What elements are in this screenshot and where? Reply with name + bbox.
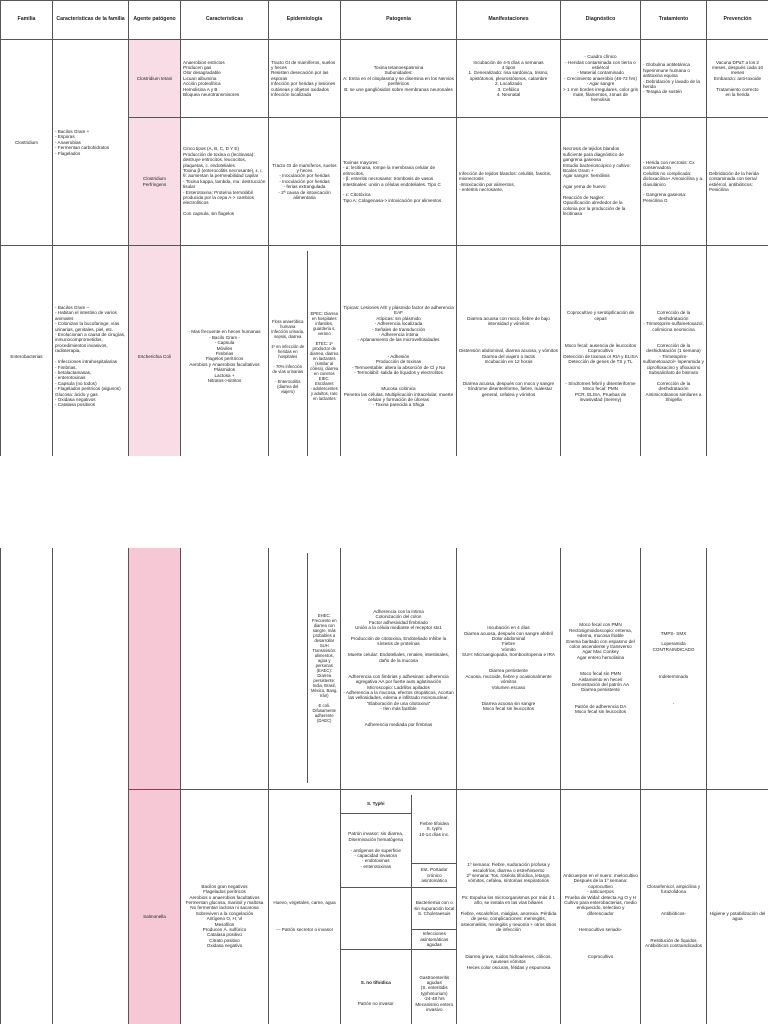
manif-cell: Incubación de 4-5 días a semanas 4 tipos 1. Generalizado: risa sardónica, trismo, opistótonos, pleurostótonos, calambre 2. Localizado 3. Cefálico 4. Neonatal (457, 40, 561, 118)
patog-cell: Típicas: Lesiones A/E y plásmido factor de adherencia EAF Atípicas: sin plásmido - Adherencia localizada - Señales de transducción - Adherencia íntima - Aplanamiento de las microvellosidades - Adhesión Producción de toxinas - Termoestable: altera la absorción de Cl y Na - Termolábil: salida de líquidos y electrolitos Mucosa colónica Penetra las células, Multiplicación intracelular, muerte celular y formación de úlceras - Toxina parecida a Shiga (341, 246, 457, 457)
trat-cell: - Globulina antitetánica hiperinmune humana o antitoxina equina - Debridación y lavado de la herida - Terapia de sostén (641, 40, 707, 118)
trat-cell: - Herida con necrosis: Cx conservadora Celulitis no complicada: dicloxacilina+ Amoxicilina y a. clavulánico - Gangrena gaseosa: Penicilina G (641, 118, 707, 246)
prev-cell: Vacuna DPaT a los 2 meses, después cada 10 meses Embarazo: anti-toxoide Tratamiento correcto en la herida (707, 40, 768, 118)
header-prevencion: Prevención (707, 1, 768, 40)
epid-cell: Tracto GI de mamíferos, suelos y heces Resisten desecación por las esporas Infección por heridas y lesiones cutáneas y objetos oxidados Infección localizada (269, 40, 341, 118)
no-tifoidea-title: S. no tifoidica (360, 980, 391, 986)
header-epidemiologia: Epidemiología (269, 1, 341, 40)
epid-cell (269, 548, 341, 789)
header-agente: Agente patógeno (129, 1, 181, 40)
portador-cell: Est. Portador crónico asintomático (411, 863, 457, 887)
caract-cell (181, 548, 269, 789)
epid-blank (269, 553, 307, 783)
trat-cell: Cloranfenicol, ampicilina y furazolidona Antibióticos- Restitución de líquidos Antibióticos contraindicados (641, 789, 707, 1024)
diag-cell: Coprocultivo y serotipificación de cepas Moco fecal: ausencia de leucocitos Coprocultivo Detección de toxinas or RIA y ELISA Detección de genes de TS y TL - Síndromes febril y disenteriforme Moco fecal: PMN PCR, ELISA, Pruebas de invasividad (Sereny) (561, 246, 641, 457)
trat-cell: Corrección de la deshidratación - Trimetoprim-sulfametoxazol, colimicina neomicina Corrección de la deshidratación (1 semana) - Trimetoprim-sulfametoxazol+ loperamida y ciprofloxacino y ofloxacino Subsalicilato de bismuto Corrección de la deshidratación Antimicrobianos similares a Shigella (641, 246, 707, 457)
diag-cell: Moco fecal con PMN Rectosigmoidoscopio: eritema, edema, mucosa friable Enema baritado con espasmo del colon ascendente y transverso Agar Mac Conkey Agar entero hemolisina Moco fecal sin PMN Aislamiento en heces Demostración del patrón AA Diarrea persistente Patrón de adherencia DA Moco fecal sin leucocitos (561, 548, 641, 789)
gastro-cell: Gastroenteritis agudas (S. enteritidis typhimurium) -24-48 hrs Mecanismo entero invasivo (411, 949, 457, 1024)
diag-cell: Anticuerpos en el suero: mielocultivo Después de la 1º semana: coprocultivo - anticuerpos Prueba de Widal: detecta Ag O y H Cultivo para enterobacterias, medio enriquecido, selectivo y diferenciador Hemocultivo seriado- Coprocultivo (561, 789, 641, 1024)
epid-general: Flora anaeróbica humana Infección urinaria, sepsis, diarrea 1º en infección de heridas en hospitales - 70% infección de vías urinarias - Enterocolitis (diarrea del viajero) (269, 251, 307, 456)
header-tratamiento: Tratamiento (641, 1, 707, 40)
epid-types: EHEC: Frecuente en diarrea con sangre, más probables a desarrollar SUH Transmisión: alimentos, agua y personas (EAEC): Diarrea persistente: India, Brasil, México, Bang, Irán) E coli. Difusamente adherente (DAEC) (310, 613, 338, 724)
manif-cell: 1º semana: Fiebre, sudoración profusa y escalofríos, diarrea o estreñimiento 2º semana: Tos, roséola tifoídica, letargo, vómitos, cefalea, síntomas respiratorios Px: Expulsa los microorganismos por más d 1 año, se instala en las vías biliares Fiebre, escalofríos, mialgias, anorexia. Pérdida de peso, complicaciones: meningitis, osteomielitis, miningitis y neuonía + otros sitios de infección Diarrea grave, ruidos hidroaéreos, cólicos, nauseas vómitos Heces color oscuras, fétidas y espumosa (457, 789, 561, 1024)
diag-cell: Necrosis de tejidos blandos suficiente para diagnóstico de gangrena gaseosa Estudio bacterioscopico y cultivo: Bcalos Gram + Agar sangre: hemólisis Agar yema de huevo: Reacción de Nagler: Opacificación alrededor de la colonia por la producción de la lecitinasa (561, 118, 641, 246)
caract-familia-cell: - Bacilos Gram – - Habitan el intestino de varios animales - Colonizan la bucofaringe, vías urinarias, genitales, piel, etc. - Evolucionan a causa de cirugías, inmunocomprometidos, procedimientos invasivos, radioterapia, - Infecciones intrahospitalarias - Fimbrias, - betalactamasas, - enterotoxinas - Capsula (no todos) - Flagelados peritricos (algunos) Glucosa: ácido y gas - Oxidasa negativos - Catalasa positivos (53, 246, 129, 457)
epid-cell: Tracto GI de mamíferos, suelos y heces - Inoculación por heridas - Inoculación por heridas - ferias extrangulada - 2ª causa de intoxicación alimentaria (269, 118, 341, 246)
prev-cell (707, 246, 768, 457)
prev-cell: Higiene y potabilización del agua (707, 789, 768, 1024)
table-page-2 (0, 548, 768, 1024)
header-caracteristicas: Características (181, 1, 269, 40)
caract-cell: Cinco tipos (A, B, C, D Y E) Producción de toxina α (lecitinasa): destruye eritrocitos, leucocitos, plaquetas, c. endoteliales. Toxina β (enterocolitis necrosante), ε, ι, θ: aumentan la permeabilidad capilar - Toxina kappa, lambda, mu: destrucción tisular - Enterotoxina: Proteína termolábil producida por la cepa A-> cambios electrolíticos Con capsula, sin flagelos (181, 118, 269, 246)
caract-cell: Anaerobios estrictos Producen gas Olor desagradable Licuan albumina Acción proteolítica Hemolisina A y B Bloquea neurotransmisores (181, 40, 269, 118)
patog-cell: Adherencia con la íntima Colonización del colon Factor adhesividad fimbriado Unión a la célula mediante el receptor stx1 Producción de citotoxina, Endoteliado Inhibe la síntesis de proteínas Muerte celular: Endoteliales, renales, intestinales, daño de la mucosa Adherencia con fimbrias y adhesinas: adherencia agregativa AA por fuerte auto aglutinación Microscopio: Ladrillos apilados - Adherencia a la mucosa, efectos citopáticos, Acortan las vellosidades, edema e infiltrado mononuclear, "Elaboración de una citotoxina" - Ilen más factible Adherencia mediada por fimbrias (341, 548, 457, 789)
diag-cell: - Cuadro clínico - Heridas contaminada con tierra o estiércol - Material contaminado - Crecimiento anaerobio (48-72 hrs) - Agar sangre > 1 mm bordes irregulares, color gris mate, filamentos, zonas de hemolisis (561, 40, 641, 118)
agente-cell: Salmonella (129, 789, 181, 1024)
agente-cell: Clostridium Perfringens (129, 118, 181, 246)
infecciones-cell: Infecciones asintomáticas agudas (411, 929, 457, 949)
caract-cell: - Mas frecuente en heces humanas - Bacilo Gram - - Capsula Móviles Fimbrias Flagelos perítricos Aerobios y Anaerobios facultativos Plásmidos Lactosa + Nitratos->nitritos (181, 246, 269, 457)
blank-cell (341, 887, 411, 949)
table-row (1, 40, 768, 118)
prev-cell (707, 548, 768, 789)
typhi-desc: Patrón invasor: sin diarrea, Diseminación hematógena - antígenos de superficie - capacidad invasora - endotoxinas - enterotoxinas (341, 813, 411, 887)
familia-cell (1, 548, 53, 1024)
bacteriemia-cell: Bacteriemia con o sin supuración local S. Choleraesuis (411, 887, 457, 929)
agente-cell (129, 548, 181, 789)
patog-cell (341, 789, 457, 1024)
table-row (1, 246, 768, 457)
no-tifoidea-desc: Patrón no invasor (357, 1001, 394, 1007)
header-patogenia: Patogenia (341, 1, 457, 40)
manif-cell: Incubación en 4 días Diarrea acuosa, después con sangre afebril Dolor abdominal Fiebre Vómito SUH: Microangiopatía, trombocitopenia e IRA Diarrea persistente Acuosa, mucoide, fiebre y ocasionalmente vómitos Volumen escaso Diarrea acuosa sin sangre Moco fecal sin leucocitos (457, 548, 561, 789)
header-diagnostico: Diagnóstico (561, 1, 641, 40)
salmonella-subtable (341, 795, 457, 1024)
agente-cell: Clostridium tetani (129, 40, 181, 118)
header-manifestaciones: Manifestaciones (457, 1, 561, 40)
trat-cell: TMPS- SMX Loperamida CONTRAINDICADO Indeterminado - (641, 548, 707, 789)
header-familia: Familia (1, 1, 53, 40)
typhi-fiebre: Fiebre tifoidea S. typhi 10-14 días inc. (411, 795, 457, 863)
epid-cell: Huevo, vegetales, carne, agua --- Patrón secretor o invasor (269, 789, 341, 1024)
table-row (1, 548, 768, 789)
table-page-1 (0, 0, 768, 456)
typhi-title: S. Typhi (341, 795, 411, 813)
header-caracteristicas-familia: Características de la familia (53, 1, 129, 40)
caract-familia-cell: - Bacilos Gram + - Esporas - Anaerobias - Fermentan carbohidratos - Flagelados (53, 40, 129, 246)
epid-subtable (269, 553, 341, 783)
no-tifoidea-cell (341, 949, 411, 1024)
pathogen-table-1 (0, 0, 768, 456)
manif-cell: Diarrea acuosa con moco, fiebre de bajo intensidad y vómitos Distensión abdominal, diarrea acuosa, y vómitos Diarrea del viajero o lactis Incubación en 12 horas Diarrea acuosa, después con moco y sangre - Síndrome disenteriforme, fiebre, malestar general, cefalea y vómitos (457, 246, 561, 457)
epid-subtable (269, 251, 341, 456)
manif-cell: Infección de tejidos blandos: celulitis, fascitis, mionecrosis -Intoxicación por alimentos, - enteritis necrosante, (457, 118, 561, 246)
patog-cell: Toxinas mayores: - α: lecitinasa, rompe la membrana celular de eritrocitos, - β: enteritis necrosante: trombosis de vasos intestinales: unión a células endoteliales. Tipo C - ε: Citotóxica Tipo A: Colagenasa-> intoxicación por alimentos (341, 118, 457, 246)
pathogen-table-2 (0, 548, 768, 1024)
prev-cell: Debridación de la herida contaminada con tierra/ estiércol, antibióticos: Penicilina (707, 118, 768, 246)
patog-cell: Toxina tetanoespasmina Subunidades: A: Entra en el citoplasma y se disemina en los Nervios periféricos B: se une gangliósidos sobre membranas neuronales (341, 40, 457, 118)
epid-types: EPEC: Diarrea en hospitales infantiles, guardería s, verano ETEC: 1º productor de diarrea, diarrea en lactantes (similar al cólera), diarrea en cuneros EIEC: Escolares - adolescentes y adultos, raro en lactantes (310, 311, 339, 402)
header-row (1, 1, 768, 40)
epid-cell (269, 246, 341, 457)
caract-familia-cell (53, 548, 129, 1024)
agente-cell: Escherichia Coli (129, 246, 181, 457)
familia-cell: Clostridium (1, 40, 53, 246)
caract-cell: Bacilos gran negativos Flagelados perítricos Aerobios o anaerobios facultativos Fermentan glucosa, manitol y maltosa No fermentan lactosa ni sacarosa Sobreviven a la congelación Antígeno O, H, Vi Mesofilos Producen Á. sulfúrico Catalasa positivo Citrato positivo Oxidasa negativo (181, 789, 269, 1024)
familia-cell: Enterobacterias (1, 246, 53, 457)
